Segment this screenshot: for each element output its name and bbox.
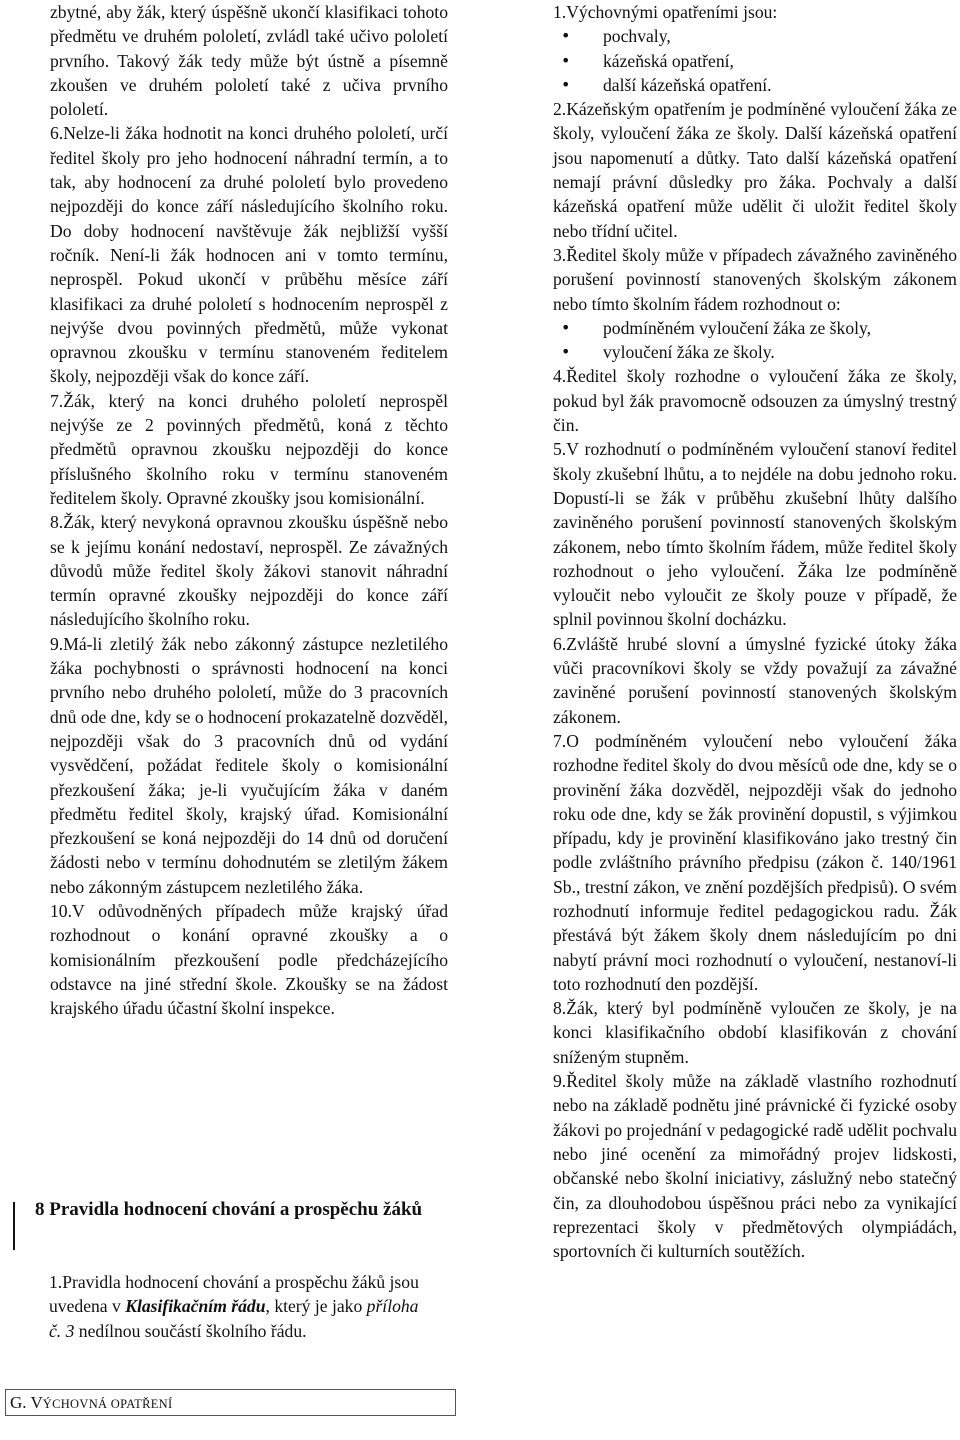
item-number: 1. bbox=[553, 2, 567, 22]
item-text: Žák, který nevykoná opravnou zkoušku úspěšně nebo se k jejímu konání nedostaví, neprospěl. Ze závažných důvodů může ředitel školy žákovi stanovit náhradní termín opravné zkoušky nejpozději do konce září následujícího školního roku. bbox=[50, 512, 448, 630]
list-item bbox=[553, 364, 957, 437]
item-text: Ředitel školy může na základě vlastního rozhodnutí nebo na základě podnětu jiné právnické či fyzické osoby žákovi po projednání v pedagogické radě udělit pochvalu nebo jiné ocenění za mimořádný projev lidskosti, občanské nebo školní iniciativy, záslužný nebo statečný čin, za dlouhodobou úspěšnou práci nebo za vynikající reprezentaci školy v předmětových olympiádách, sportovních či kulturních soutěžích. bbox=[553, 1071, 957, 1262]
section-heading bbox=[13, 1197, 453, 1222]
bullet-list bbox=[553, 24, 957, 97]
list-item bbox=[553, 729, 957, 996]
item-number: 10. bbox=[50, 900, 72, 921]
item-number: 6. bbox=[553, 633, 567, 654]
subsection-letter: G. bbox=[10, 1393, 31, 1412]
bullet-item: • pochvaly, bbox=[603, 24, 957, 48]
list-item bbox=[50, 121, 448, 388]
item-text: Ředitel školy může v případech závažného zaviněného porušení povinností stanovených školským zákonem nebo tímto školním řádem rozhodnout o: bbox=[553, 244, 957, 314]
item-number: 9. bbox=[50, 633, 64, 654]
item-text-part: , který je jako bbox=[265, 1296, 367, 1317]
bullet-item: • podmíněném vyloučení žáka ze školy, bbox=[603, 316, 957, 340]
item-number: 3. bbox=[553, 244, 567, 265]
item-text: O podmíněném vyloučení nebo vyloučení žáka rozhodne ředitel školy do dvou měsíců ode dne, kdy se o provinění žáka dozvěděl, nejpozději však do jednoho roku ode dne, kdy se žák provinění dopustil, s výjimkou případu, kdy je provinění klasifikováno jako trestný čin podle zvláštního právního předpisu (zákon č. 140/1961 Sb., trestní zákon, ve znění pozdějších předpisů). O svém rozhodnutí informuje ředitel pedagogickou radu. Žák přestává být žákem školy dnem následujícím po dni nabytí právní moci rozhodnutí o vyloučení, nestanoví-li toto rozhodnutí den pozdější. bbox=[553, 730, 957, 994]
list-item bbox=[50, 510, 448, 631]
italic-reference: příloha č. 3 bbox=[49, 1296, 419, 1341]
item-text: Žák, který na konci druhého pololetí neprospěl nejvýše ze 2 povinných předmětů, koná z těchto předmětů opravnou zkoušku nejpozději do konce příslušného školního roku v termínu stanoveném ředitelem školy. Opravné zkoušky jsou komisionální. bbox=[50, 390, 448, 508]
item-number: 9. bbox=[553, 1071, 567, 1092]
list-item bbox=[553, 1069, 957, 1263]
item-text: Žák, který byl podmíněně vyloučen ze školy, je na konci klasifikačního období klasifikován z chování sníženým stupněm. bbox=[553, 998, 957, 1067]
paragraph-continued: zbytné, aby žák, který úspěšně ukončí klasifikaci tohoto předmětu ve druhém pololetí, zvládl také učivo pololetí prvního. Takový žák tedy může být ústně a písemně zkoušen ve druhém pololetí také z učiva prvního pololetí. bbox=[50, 2, 448, 120]
bold-italic-reference: Klasifikačním řádu bbox=[125, 1296, 266, 1317]
item-number: 5. bbox=[553, 439, 567, 460]
item-text: Kázeňským opatřením je podmíněné vyloučení žáka ze školy, vyloučení žáka ze školy. Další kázeňská opatření jsou napomenutí a důtky. Tato další kázeňská opatření nemají právní důsledky pro žáka. Pochvaly a další kázeňská opatření může udělit či uložit ředitel školy nebo třídní učitel. bbox=[553, 99, 957, 241]
list-item bbox=[553, 996, 957, 1069]
item-number: 8. bbox=[50, 512, 64, 533]
list-item bbox=[553, 243, 957, 364]
left-column bbox=[50, 0, 448, 1020]
item-text: Výchovnými opatřeními jsou: bbox=[566, 2, 778, 22]
item-number: 8. bbox=[553, 998, 567, 1019]
list-item bbox=[50, 899, 448, 1020]
list-item bbox=[553, 97, 957, 243]
bullet-list bbox=[553, 316, 957, 365]
item-text-part: Pravidla hodnocení chování a prospěchu žáků jsou uvedena v bbox=[49, 1272, 419, 1317]
right-column bbox=[553, 0, 957, 1263]
bullet-item: • kázeňská opatření, bbox=[603, 49, 957, 73]
list-item bbox=[553, 632, 957, 729]
subsection-heading bbox=[5, 1389, 456, 1416]
section-heading-text: 8 Pravidla hodnocení chování a prospěchu žáků bbox=[35, 1199, 423, 1220]
item-text: Nelze-li žáka hodnotit na konci druhého pololetí, určí ředitel školy pro jeho hodnocení náhradní termín, a to tak, aby hodnocení za druhé pololetí bylo provedeno nejpozději do konce září následujícího školního roku. Do doby hodnocení navštěvuje žák nejbližší vyšší ročník. Není-li žák hodnocen ani v tomto termínu, neprospěl. Pokud ukončí v průběhu měsíce září klasifikaci za druhé pololetí s hodnocením neprospěl z nejvýše dvou povinných předmětů, může vykonat opravnou zkoušku v termínu stanoveném ředitelem školy, nejpozději však do konce září. bbox=[50, 123, 448, 387]
item-text: V odůvodněných případech může krajský úřad rozhodnout o konání opravné zkoušky a o komisionálním přezkoušení podle předcházejícího odstavce na jiné střední škole. Zkoušky se na žádost krajského úřadu účastní školní inspekce. bbox=[50, 900, 448, 1019]
list-item bbox=[50, 632, 448, 899]
item-number: 7. bbox=[50, 390, 64, 411]
item-number: 6. bbox=[50, 123, 64, 144]
list-item bbox=[553, 437, 957, 631]
item-text-part: nedílnou součástí školního řádu. bbox=[74, 1320, 307, 1341]
item-text: Zvláště hrubé slovní a úmyslné fyzické útoky žáka vůči pracovníkovi školy se vždy považují za závažné zaviněné porušení povinností stanovených školským zákonem. bbox=[553, 633, 957, 727]
list-item bbox=[50, 389, 448, 510]
subsection-cap: V bbox=[30, 1393, 43, 1412]
bullet-item: • další kázeňská opatření. bbox=[603, 73, 957, 97]
subsection-smallcaps: ÝCHOVNÁ OPATŘENÍ bbox=[42, 1397, 173, 1411]
list-item bbox=[553, 0, 957, 97]
item-text: V rozhodnutí o podmíněném vyloučení stanoví ředitel školy zkušební lhůtu, a to nejdéle na dobu jednoho roku. Dopustí-li se žák v průběhu zkušební lhůty dalšího zaviněného porušení povinností stanovených školským zákonem, nebo tímto školním řádem, může ředitel školy rozhodnout o jeho vyloučení. Žáka lze podmíněně vyloučit nebo vyloučit ze školy pouze v případě, že splnil povinnou školní docházku. bbox=[553, 439, 957, 630]
item-text: Ředitel školy rozhodne o vyloučení žáka ze školy, pokud byl žák pravomocně odsouzen za úmyslný trestný čin. bbox=[553, 366, 957, 436]
item-number: 2. bbox=[553, 99, 567, 120]
item-number: 7. bbox=[553, 730, 567, 751]
item-text: Má-li zletilý žák nebo zákonný zástupce nezletilého žáka pochybnosti o správnosti hodnocení na konci prvního nebo druhého pololetí, může do 3 pracovních dnů ode dne, kdy se o hodnocení prokazatelně dozvěděl, nejpozději však do 3 pracovních dnů od vydání vysvědčení, požádat ředitele školy o komisionální přezkoušení žáka; je-li vyučujícím žáka v daném předmětu ředitel školy, krajský úřad. Komisionální přezkoušení se koná nejpozději do 14 dnů od doručení žádosti nebo v termínu dohodnutém se zletilým žákem nebo zákonným zástupcem nezletilého žáka. bbox=[50, 633, 448, 897]
item-number: 4. bbox=[553, 366, 567, 387]
section-8-item bbox=[49, 1270, 429, 1343]
item-number: 1. bbox=[49, 1272, 63, 1292]
bullet-item: • vyloučení žáka ze školy. bbox=[603, 340, 957, 364]
